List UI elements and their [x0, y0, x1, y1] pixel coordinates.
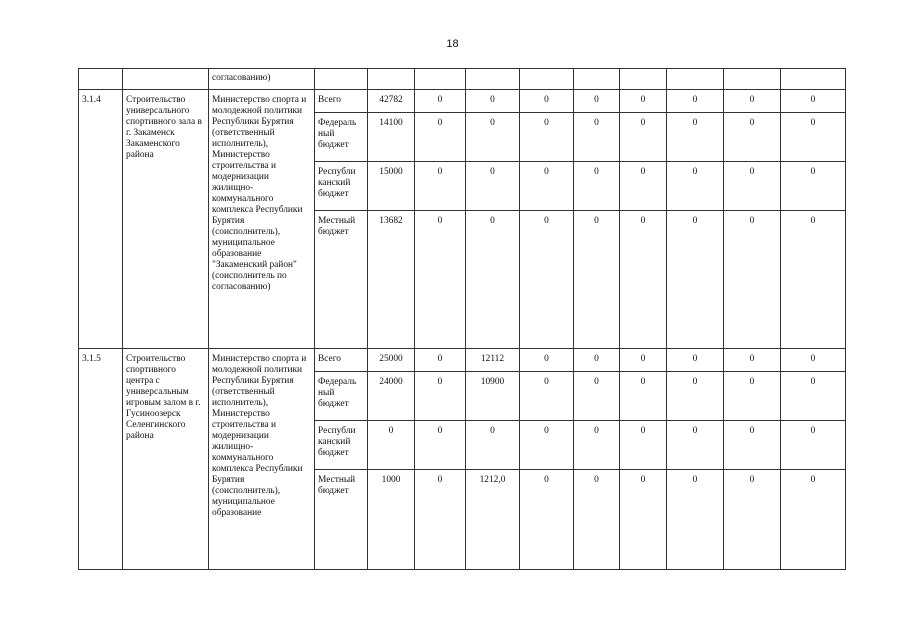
value-cell: 0	[667, 211, 724, 349]
value-cell: 0	[667, 162, 724, 211]
budget-table	[78, 68, 846, 570]
funding-source: Всего	[315, 349, 368, 372]
value-cell: 0	[520, 470, 574, 570]
value-cell: 0	[667, 113, 724, 162]
value-cell: 0	[368, 421, 415, 470]
funding-source: Республи канский бюджет	[315, 162, 368, 211]
funding-source: Местный бюджет	[315, 211, 368, 349]
value-cell: 25000	[368, 349, 415, 372]
value-cell: 0	[574, 211, 620, 349]
table-row	[79, 349, 846, 372]
carryover-text: согласованию)	[209, 69, 315, 90]
value-cell: 24000	[368, 372, 415, 421]
value-cell: 13682	[368, 211, 415, 349]
value-cell: 0	[620, 372, 667, 421]
table-row	[79, 90, 846, 113]
value-cell: 0	[781, 90, 846, 113]
value-cell: 0	[574, 470, 620, 570]
value-cell: 0	[620, 421, 667, 470]
value-cell: 0	[620, 349, 667, 372]
funding-source: Республи канский бюджет	[315, 421, 368, 470]
value-cell: 1212,0	[466, 470, 520, 570]
value-cell: 0	[620, 113, 667, 162]
value-cell: 10900	[466, 372, 520, 421]
value-cell: 0	[574, 349, 620, 372]
value-cell: 0	[466, 90, 520, 113]
funding-source: Местный бюджет	[315, 470, 368, 570]
value-cell: 0	[415, 421, 466, 470]
value-cell: 0	[520, 90, 574, 113]
value-cell: 0	[574, 421, 620, 470]
value-cell: 14100	[368, 113, 415, 162]
value-cell: 0	[667, 470, 724, 570]
value-cell: 0	[724, 372, 781, 421]
value-cell: 0	[781, 113, 846, 162]
value-cell: 0	[724, 162, 781, 211]
value-cell: 0	[724, 470, 781, 570]
value-cell: 0	[781, 162, 846, 211]
value-cell: 0	[781, 470, 846, 570]
value-cell: 0	[466, 162, 520, 211]
value-cell: 0	[781, 349, 846, 372]
value-cell: 0	[781, 372, 846, 421]
value-cell: 0	[574, 162, 620, 211]
value-cell: 0	[466, 421, 520, 470]
item-executors: Министерство спорта и молодежной политики Республики Бурятия (ответственный исполнитель), Министерство строительства и модернизации жилищно-коммунального комплекса Республики Бурятия (соисполнитель), муниципальное образование	[209, 349, 315, 570]
value-cell: 0	[415, 211, 466, 349]
value-cell: 0	[415, 372, 466, 421]
value-cell: 0	[466, 211, 520, 349]
item-name: Строительство спортивного центра с универсальным игровым залом в г. Гусиноозерск Селенгинского района	[123, 349, 209, 570]
value-cell: 0	[520, 372, 574, 421]
value-cell: 12112	[466, 349, 520, 372]
value-cell: 0	[620, 211, 667, 349]
value-cell: 0	[520, 113, 574, 162]
value-cell: 0	[781, 211, 846, 349]
value-cell: 0	[724, 211, 781, 349]
value-cell: 0	[574, 372, 620, 421]
value-cell: 0	[415, 162, 466, 211]
value-cell: 0	[415, 349, 466, 372]
value-cell: 0	[724, 113, 781, 162]
value-cell: 0	[620, 162, 667, 211]
value-cell: 0	[781, 421, 846, 470]
value-cell: 0	[667, 349, 724, 372]
value-cell: 0	[667, 372, 724, 421]
value-cell: 0	[415, 470, 466, 570]
value-cell: 0	[520, 349, 574, 372]
value-cell: 1000	[368, 470, 415, 570]
value-cell: 42782	[368, 90, 415, 113]
item-name: Строительство универсального спортивного зала в г. Закаменск Закаменского района	[123, 90, 209, 349]
value-cell: 0	[574, 113, 620, 162]
value-cell: 0	[415, 113, 466, 162]
value-cell: 0	[466, 113, 520, 162]
value-cell: 0	[667, 421, 724, 470]
value-cell: 0	[724, 90, 781, 113]
value-cell: 0	[620, 90, 667, 113]
funding-source: Федераль ный бюджет	[315, 113, 368, 162]
value-cell: 0	[574, 90, 620, 113]
item-executors: Министерство спорта и молодежной политики Республики Бурятия (ответственный исполнитель), Министерство строительства и модернизации жилищно-коммунального комплекса Республики Бурятия (соисполнитель), муниципальное образование "Закаменский район" (соисполнитель по согласованию)	[209, 90, 315, 349]
page-number: 18	[446, 38, 459, 50]
value-cell: 15000	[368, 162, 415, 211]
funding-source: Всего	[315, 90, 368, 113]
value-cell: 0	[415, 90, 466, 113]
value-cell: 0	[724, 421, 781, 470]
value-cell: 0	[620, 470, 667, 570]
value-cell: 0	[724, 349, 781, 372]
funding-source: Федераль ный бюджет	[315, 372, 368, 421]
value-cell: 0	[520, 211, 574, 349]
value-cell: 0	[520, 421, 574, 470]
item-code: 3.1.4	[79, 90, 123, 349]
item-code: 3.1.5	[79, 349, 123, 570]
value-cell: 0	[667, 90, 724, 113]
carryover-row	[79, 69, 846, 90]
value-cell: 0	[520, 162, 574, 211]
